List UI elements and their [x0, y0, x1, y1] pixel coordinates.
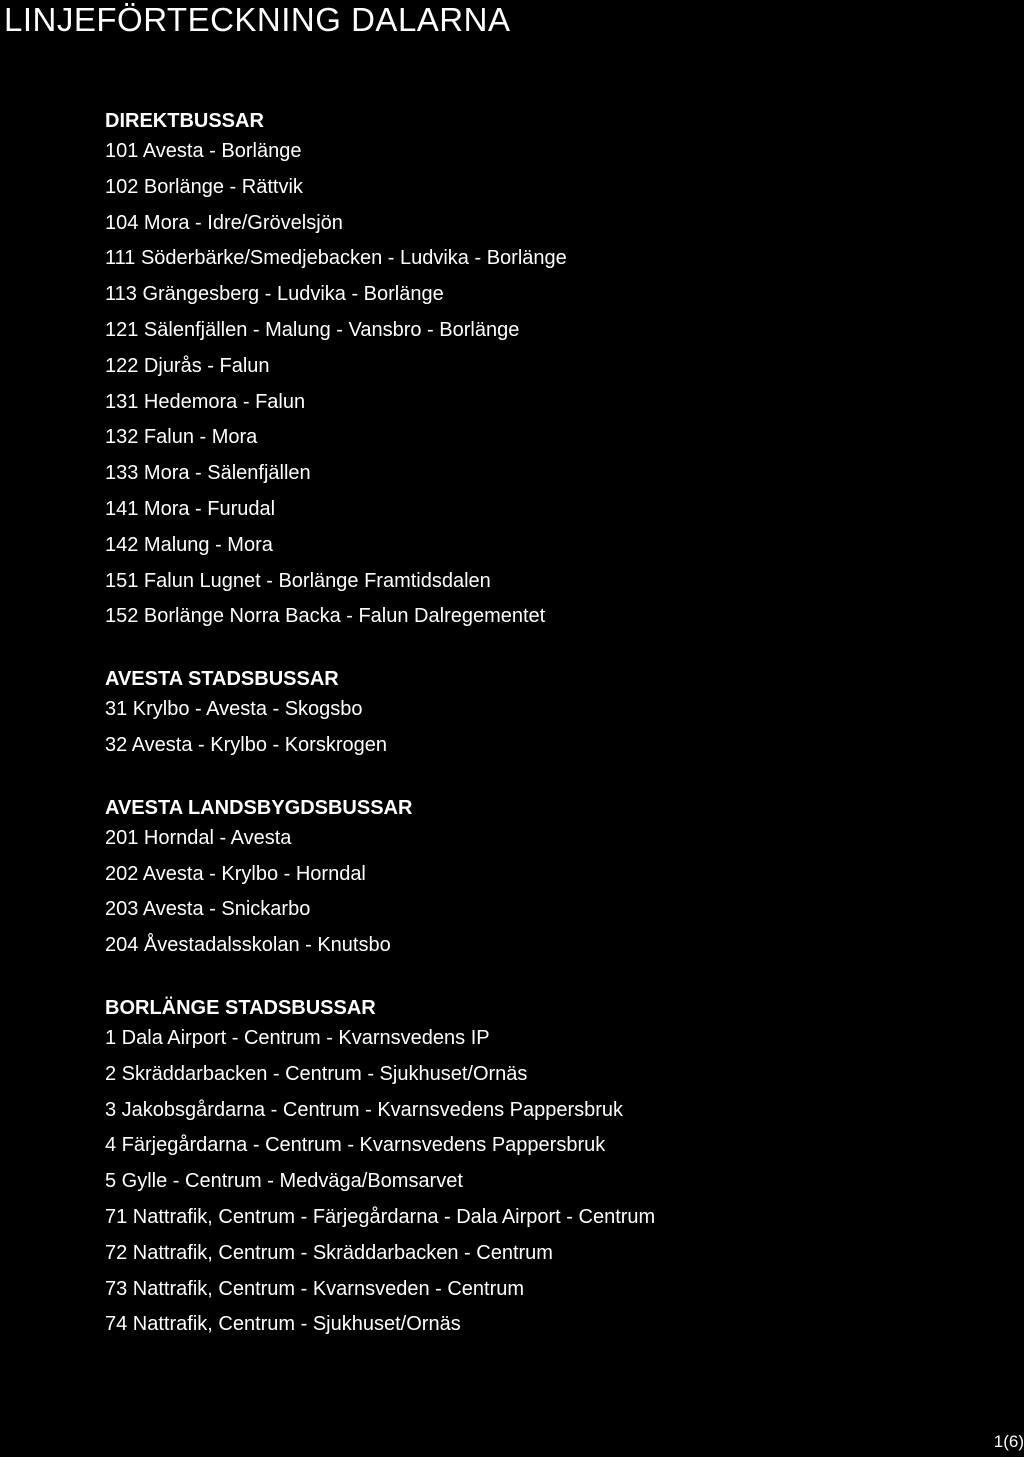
route-item: 203 Avesta - Snickarbo — [105, 898, 311, 921]
route-item: 133 Mora - Sälenfjällen — [105, 462, 311, 485]
section-heading: AVESTA STADSBUSSAR — [105, 668, 339, 691]
route-item: 113 Grängesberg - Ludvika - Borlänge — [105, 283, 444, 306]
route-item: 202 Avesta - Krylbo - Horndal — [105, 862, 366, 885]
section-borlange-stadsbussar — [105, 995, 985, 1343]
route-item: 4 Färjegårdarna - Centrum - Kvarnsvedens Pappersbruk — [105, 1134, 606, 1157]
route-item: 142 Malung - Mora — [105, 533, 273, 556]
route-item: 152 Borlänge Norra Backa - Falun Dalregementet — [105, 605, 546, 628]
route-item: 73 Nattrafik, Centrum - Kvarnsveden - Centrum — [105, 1277, 525, 1300]
route-item: 122 Djurås - Falun — [105, 354, 270, 377]
route-item: 3 Jakobsgårdarna - Centrum - Kvarnsvedens Pappersbruk — [105, 1098, 624, 1121]
route-item: 131 Hedemora - Falun — [105, 390, 306, 413]
route-list — [105, 134, 985, 635]
section-direktbussar — [105, 108, 985, 635]
route-item: 102 Borlänge - Rättvik — [105, 175, 303, 198]
route-item: 132 Falun - Mora — [105, 426, 258, 449]
page-number: 1(6) — [993, 1432, 1024, 1451]
route-item: 31 Krylbo - Avesta - Skogsbo — [105, 698, 363, 721]
section-heading: DIREKTBUSSAR — [105, 110, 264, 132]
route-item: 111 Söderbärke/Smedjebacken - Ludvika - Borlänge — [105, 247, 567, 270]
route-directory — [105, 108, 985, 1374]
route-item: 141 Mora - Furudal — [105, 497, 276, 520]
route-item: 104 Mora - Idre/Grövelsjön — [105, 211, 343, 234]
route-item: 204 Åvestadalsskolan - Knutsbo — [105, 934, 391, 957]
route-item: 201 Horndal - Avesta — [105, 826, 292, 849]
route-item: 5 Gylle - Centrum - Medväga/Bomsarvet — [105, 1170, 463, 1193]
route-item: 121 Sälenfjällen - Malung - Vansbro - Borlänge — [105, 318, 520, 341]
section-avesta-landsbygdsbussar — [105, 795, 985, 964]
route-item: 101 Avesta - Borlänge — [105, 140, 302, 162]
route-item: 74 Nattrafik, Centrum - Sjukhuset/Ornäs — [105, 1313, 461, 1336]
route-item: 72 Nattrafik, Centrum - Skräddarbacken - Centrum — [105, 1241, 553, 1264]
section-heading: BORLÄNGE STADSBUSSAR — [105, 996, 376, 1019]
route-list — [105, 821, 985, 964]
route-item: 151 Falun Lugnet - Borlänge Framtidsdalen — [105, 569, 491, 592]
section-avesta-stadsbussar — [105, 666, 985, 764]
route-list — [105, 692, 985, 764]
section-heading: AVESTA LANDSBYGDSBUSSAR — [105, 796, 413, 819]
route-list — [105, 1021, 985, 1343]
document-title: LINJEFÖRTECKNING DALARNA — [4, 1, 511, 38]
route-item: 2 Skräddarbacken - Centrum - Sjukhuset/Ornäs — [105, 1062, 528, 1085]
route-item: 32 Avesta - Krylbo - Korskrogen — [105, 733, 387, 756]
route-item: 71 Nattrafik, Centrum - Färjegårdarna - Dala Airport - Centrum — [105, 1205, 656, 1228]
route-item: 1 Dala Airport - Centrum - Kvarnsvedens IP — [105, 1026, 490, 1049]
